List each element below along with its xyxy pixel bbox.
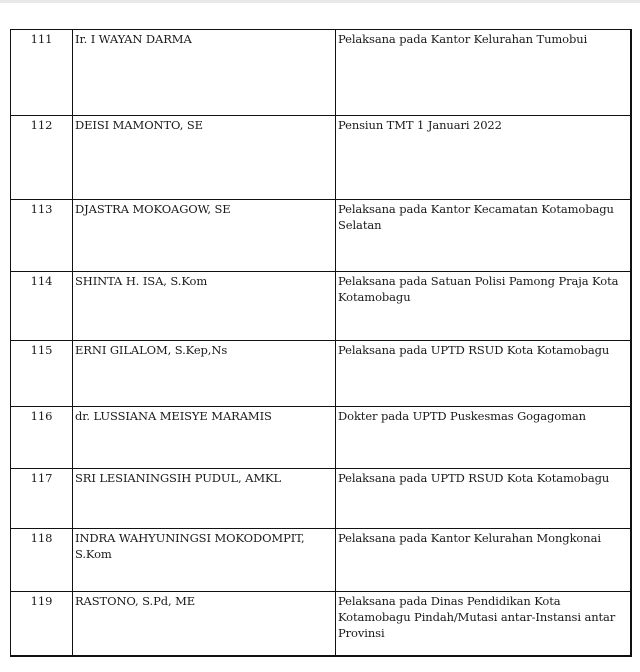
employee-name: DJASTRA MOKOAGOW, SE <box>73 200 336 272</box>
row-number: 113 <box>11 200 73 272</box>
table-row <box>11 341 632 407</box>
row-number: 115 <box>11 341 73 407</box>
table-row <box>11 469 632 529</box>
row-number: 111 <box>11 30 73 116</box>
employee-name: dr. LUSSIANA MEISYE MARAMIS <box>73 407 336 469</box>
employee-name: DEISI MAMONTO, SE <box>73 116 336 200</box>
table-row <box>11 272 632 341</box>
table-row <box>11 200 632 272</box>
page-top-edge <box>0 0 640 3</box>
employee-table <box>10 29 632 657</box>
employee-position: Pelaksana pada Satuan Polisi Pamong Praja Kota Kotamobagu <box>336 272 632 341</box>
employee-name: SHINTA H. ISA, S.Kom <box>73 272 336 341</box>
table-row <box>11 592 632 656</box>
employee-position: Dokter pada UPTD Puskesmas Gogagoman <box>336 407 632 469</box>
table-row <box>11 30 632 116</box>
table-row <box>11 407 632 469</box>
employee-name: RASTONO, S.Pd, ME <box>73 592 336 656</box>
row-number: 118 <box>11 529 73 592</box>
row-number: 114 <box>11 272 73 341</box>
row-number: 116 <box>11 407 73 469</box>
employee-position: Pensiun TMT 1 Januari 2022 <box>336 116 632 200</box>
employee-name: INDRA WAHYUNINGSI MOKODOMPIT, S.Kom <box>73 529 336 592</box>
row-number: 119 <box>11 592 73 656</box>
employee-position: Pelaksana pada UPTD RSUD Kota Kotamobagu <box>336 341 632 407</box>
employee-position: Pelaksana pada Kantor Kecamatan Kotamobagu Selatan <box>336 200 632 272</box>
table-row <box>11 529 632 592</box>
employee-position: Pelaksana pada UPTD RSUD Kota Kotamobagu <box>336 469 632 529</box>
employee-name: Ir. I WAYAN DARMA <box>73 30 336 116</box>
row-number: 112 <box>11 116 73 200</box>
employee-position: Pelaksana pada Kantor Kelurahan Mongkonai <box>336 529 632 592</box>
employee-position: Pelaksana pada Dinas Pendidikan Kota Kotamobagu Pindah/Mutasi antar-Instansi antar Provinsi <box>336 592 632 656</box>
employee-name: ERNI GILALOM, S.Kep,Ns <box>73 341 336 407</box>
row-number: 117 <box>11 469 73 529</box>
employee-name: SRI LESIANINGSIH PUDUL, AMKL <box>73 469 336 529</box>
employee-position: Pelaksana pada Kantor Kelurahan Tumobui <box>336 30 632 116</box>
table-row <box>11 116 632 200</box>
